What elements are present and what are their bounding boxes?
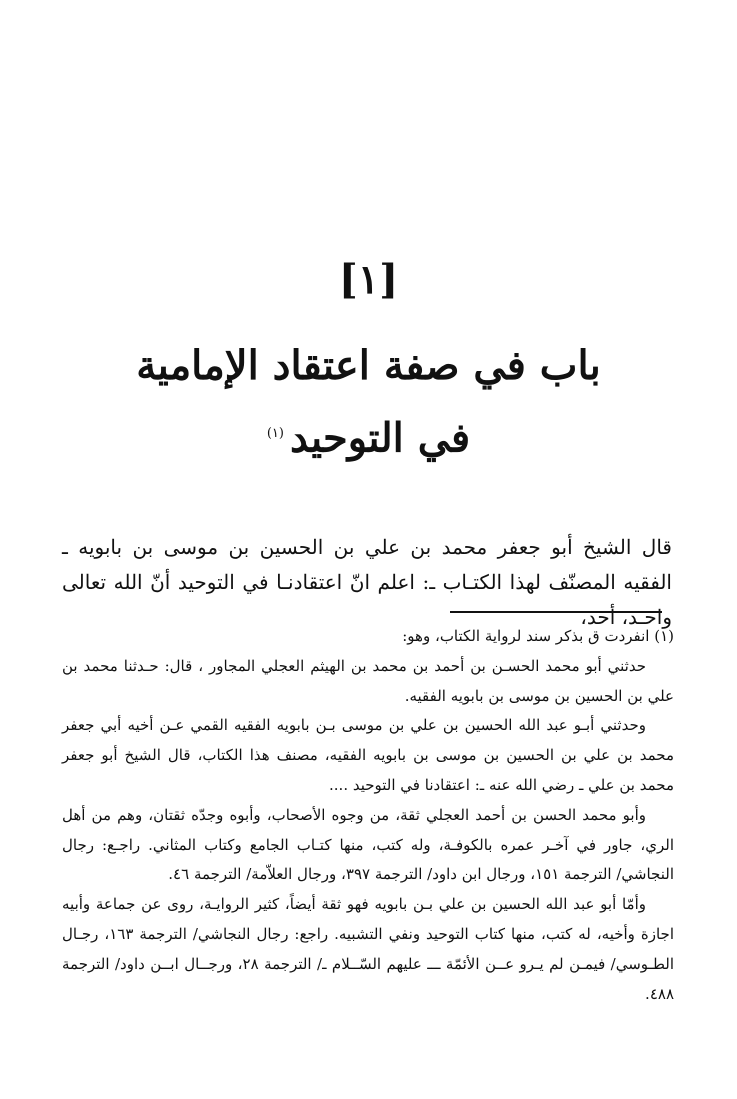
chapter-number: [١] [338, 256, 399, 303]
chapter-title-line-2-text: في التوحيد [289, 414, 471, 462]
footnote-marker: (١) [266, 426, 284, 441]
footnote-paragraph-1: حدثني أبو محمد الحسـن بن أحمد بن محمد بن الهيثم العجلي المجاور ، قال: حـدثنا محمد بن علي بن الحسين بن موسى بن بابويه الفقيه. [62, 656, 674, 705]
footnote-divider [450, 611, 662, 613]
chapter-title-line-1: باب في صفة اعتقاد الإمامية [136, 342, 601, 389]
footnote-intro: (١) انفردت ق بذكر سند لرواية الكتاب، وهو: [402, 627, 674, 645]
main-text [62, 530, 672, 635]
chapter-title-line-2 [0, 404, 737, 468]
footnote-paragraph-3: وأبو محمد الحسن بن أحمد العجلي ثقة، من وجوه الأصحاب، وأبوه وجدّه ثقتان، وهم من أهل الري، جاور في آخـر عمره بالكوفـة، وله كتب، منها كتـاب الجامع وكتاب المثاني. راجـع: رجال النجاشي/ الترجمة ١٥١، ورجال ابن داود/ الترجمة ٣٩٧، ورجال العلاّمة/ الترجمة ٤٦. [62, 805, 674, 884]
footnote-paragraph-2: وحدثني أبـو عبد الله الحسين بن علي بن موسى بـن بابويه الفقيه القمي عـن أخيه أبي جعفر محمد بن علي بن الحسين بن موسى بن بابويه الفقيه، مصنف هذا الكتاب، قال الشيخ أبو جعفر محمد بن علي ـ رضي الله عنه ـ: اعتقادنا في التوحيد .... [62, 716, 674, 794]
footnotes [62, 622, 674, 1009]
footnote-paragraph-4: وأمّا أبو عبد الله الحسين بن علي بـن بابويه فهو ثقة أيضاً، كثير الروايـة، روى عن جماعة وأبيه اجازة وأخيه، له كتب، منها كتاب التوحيد ونفي التشبيه. راجع: رجال النجاشي/ الترجمة ١٦٣، رجـال الطـوسي/ فيمـن لم يـرو عــن الأئمّة ـــ عليهم السّــلام ـ/ الترجمة ٢٨، ورجــال ابــن داود/ الترجمة ٤٨٨. [62, 895, 674, 1003]
main-paragraph: قال الشيخ أبو جعفر محمد بن علي بن الحسين بن موسى بن بابويه ـ الفقيه المصنّف لهذا الكتـاب ـ: اعلم انّ اعتقادنـا في التوحيد أنّ الله تعالى واحـد، أحد، [62, 535, 672, 629]
